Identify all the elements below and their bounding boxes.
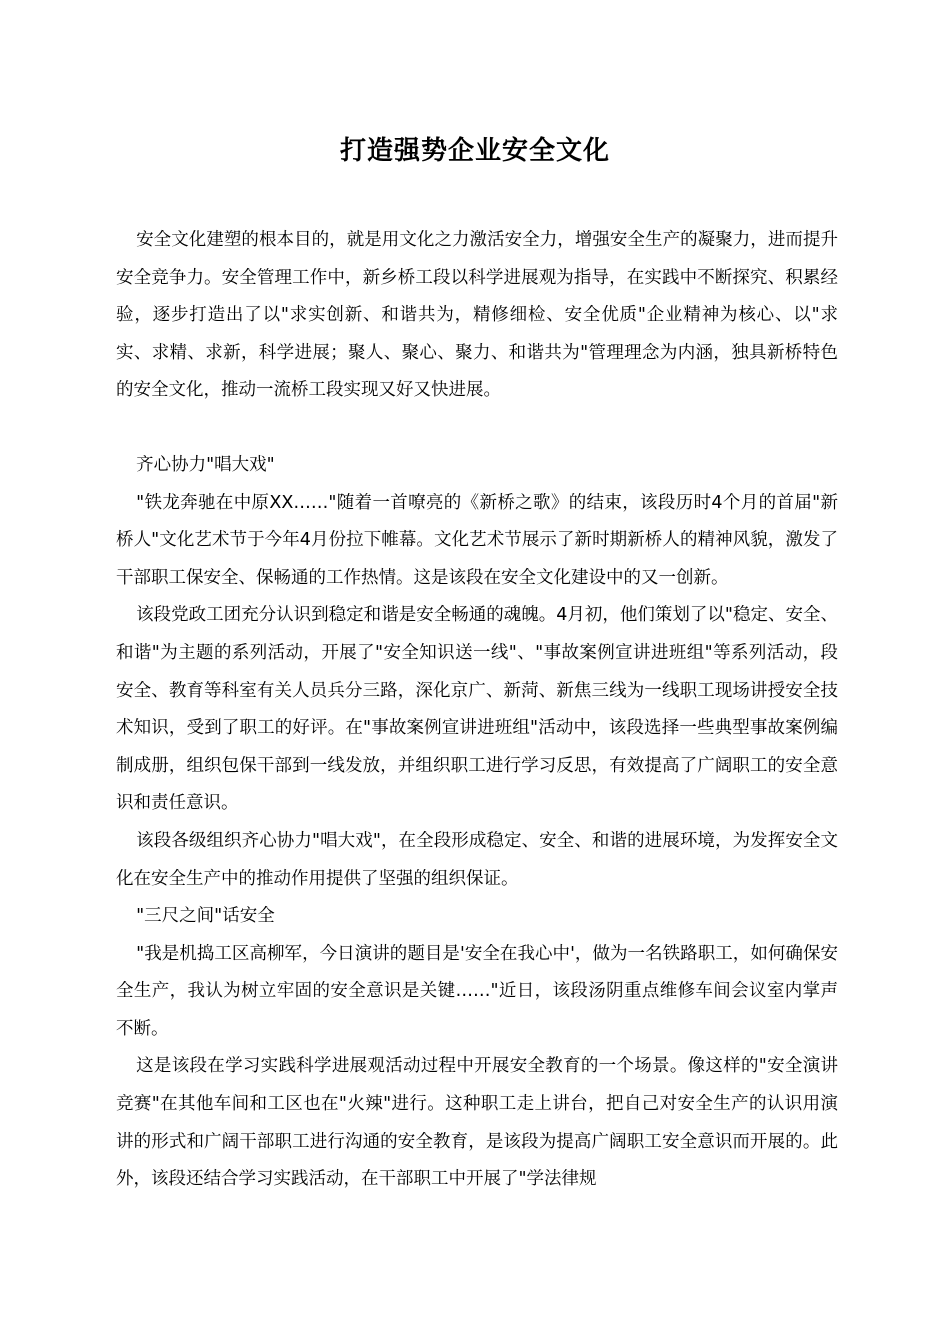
- paragraph: "铁龙奔驰在中原XX……"随着一首嘹亮的《新桥之歌》的结束，该段历时4个月的首届"新桥人"文化艺术节于今年4月份拉下帷幕。文化艺术节展示了新时期新桥人的精神风貌，激发了干部职工保安全、保畅通的工作热情。这是该段在安全文化建设中的又一创新。: [116, 492, 838, 588]
- paragraph: "我是机捣工区高柳军，今日演讲的题目是'安全在我心中'，做为一名铁路职工，如何确保安全生产，我认为树立牢固的安全意识是关键……"近日，该段汤阴重点维修车间会议室内掌声不断。: [116, 943, 838, 1039]
- document-title: 打造强势企业安全文化: [339, 136, 610, 166]
- paragraph-spacer: [116, 410, 838, 447]
- paragraph: 该段各级组织齐心协力"唱大戏"，在全段形成稳定、安全、和谐的进展环境，为发挥安全文化在安全生产中的推动作用提供了坚强的组织保证。: [116, 830, 838, 889]
- paragraph: 该段党政工团充分认识到稳定和谐是安全畅通的魂魄。4月初，他们策划了以"稳定、安全、和谐"为主题的系列活动，开展了"安全知识送一线"、"事故案例宣讲进班组"等系列活动，段安全、教育等科室有关人员兵分三路，深化京广、新菏、新焦三线为一线职工现场讲授安全技术知识，受到了职工的好评。在"事故案例宣讲进班组"活动中，该段选择一些典型事故案例编制成册，组织包保干部到一线发放，并组织职工进行学习反思，有效提高了广阔职工的安全意识和责任意识。: [116, 605, 838, 814]
- section-heading-2: "三尺之间"话安全: [136, 906, 275, 927]
- paragraph-intro: 安全文化建塑的根本目的，就是用文化之力激活安全力，增强安全生产的凝聚力，进而提升安全竞争力。安全管理工作中，新乡桥工段以科学进展观为指导，在实践中不断探究、积累经验，逐步打造出了以"求实创新、和谐共为，精修细检、安全优质"企业精神为核心、以"求实、求精、求新，科学进展；聚人、聚心、聚力、和谐共为"管理理念为内涵，独具新桥特色的安全文化，推动一流桥工段实现又好又快进展。: [116, 230, 838, 401]
- document-body: [116, 222, 838, 1199]
- paragraph: 这是该段在学习实践科学进展观活动过程中开展安全教育的一个场景。像这样的"安全演讲竞赛"在其他车间和工区也在"火辣"进行。这种职工走上讲台，把自己对安全生产的认识用演讲的形式和广阔干部职工进行沟通的安全教育，是该段为提高广阔职工安全意识而开展的。此外，该段还结合学习实践活动，在干部职工中开展了"学法律规: [116, 1056, 838, 1190]
- section-heading-1: 齐心协力"唱大戏": [136, 454, 275, 475]
